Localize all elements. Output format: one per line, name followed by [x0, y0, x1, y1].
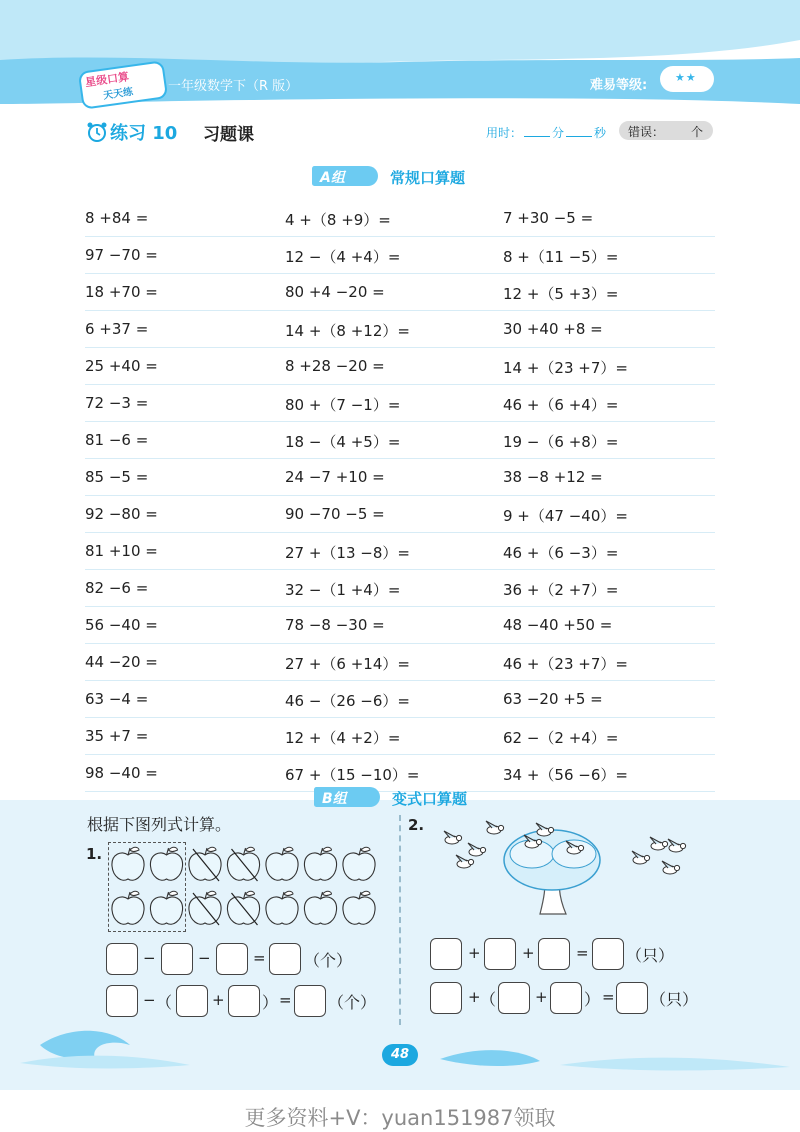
q1-equation-2 — [106, 985, 376, 1019]
logo-title: 星级口算 — [84, 70, 130, 90]
group-b-badge-text: B组 — [322, 791, 347, 807]
math-problem: 35 +7 = — [85, 727, 149, 745]
math-problem: 7 +30 −5 = — [503, 209, 594, 227]
answer-box[interactable] — [430, 938, 462, 970]
errors-field[interactable] — [619, 121, 713, 140]
math-problem: 18 −（4 +5）= — [285, 433, 401, 451]
apple-icon — [304, 891, 336, 924]
plus-sign: + — [535, 988, 548, 1006]
math-problem: 24 −7 +10 = — [285, 468, 385, 486]
math-problem: 12 +（5 +3）= — [503, 285, 619, 303]
apple-icon — [112, 847, 144, 880]
math-problem: 19 −（6 +8）= — [503, 433, 619, 451]
open-paren: （ — [156, 993, 173, 1012]
group-a-heading: 常规口算题 — [390, 169, 466, 187]
plus-sign: + — [212, 991, 225, 1009]
math-problem: 46 +（23 +7）= — [503, 655, 628, 673]
math-problem: 92 −80 = — [85, 505, 158, 523]
bird-icon — [662, 861, 680, 874]
math-problem: 34 +（56 −6）= — [503, 766, 628, 784]
math-problem: 12 +（4 +2）= — [285, 729, 401, 747]
unit-label: （只） — [626, 946, 675, 965]
group-a-badge-text: A组 — [320, 170, 345, 186]
bird-icon — [632, 851, 650, 864]
problem-row — [85, 348, 715, 385]
math-problem: 63 −20 +5 = — [503, 690, 603, 708]
answer-box[interactable] — [228, 985, 260, 1017]
answer-box[interactable] — [106, 985, 138, 1017]
time-prefix: 用时： — [486, 126, 523, 140]
group-b-badge — [314, 787, 380, 807]
math-problem: 27 +（6 +14）= — [285, 655, 410, 673]
bird-icon — [456, 855, 474, 868]
group-a-title — [312, 166, 492, 188]
group-b-title — [314, 787, 494, 809]
apple-icon — [266, 891, 298, 924]
bird-icon — [444, 831, 462, 844]
answer-box[interactable] — [176, 985, 208, 1017]
plus-sign: + — [522, 944, 535, 962]
math-problem: 27 +（13 −8）= — [285, 544, 410, 562]
apple-icon — [304, 847, 336, 880]
answer-box[interactable] — [498, 982, 530, 1014]
book-title: 一年级数学下（R 版） — [168, 79, 299, 94]
math-problem: 67 +（15 −10）= — [285, 766, 420, 784]
answer-box[interactable] — [550, 982, 582, 1014]
answer-box[interactable] — [161, 943, 193, 975]
problem-row — [85, 385, 715, 422]
group-b-instruction: 根据下图列式计算。 — [87, 815, 232, 834]
close-paren: ） — [262, 993, 279, 1012]
answer-box[interactable] — [616, 982, 648, 1014]
page-number: 48 — [390, 1047, 410, 1062]
problem-row — [85, 718, 715, 755]
math-problem: 56 −40 = — [85, 616, 158, 634]
problem-row — [85, 607, 715, 644]
math-problem: 8 +28 −20 = — [285, 357, 385, 375]
math-problem: 4 +（8 +9）= — [285, 211, 391, 229]
math-problem: 14 +（23 +7）= — [503, 359, 628, 377]
errors-unit: 个 — [691, 125, 704, 139]
bird-icon — [486, 821, 504, 834]
page-number-badge — [382, 1044, 418, 1066]
math-problem: 46 +（6 +4）= — [503, 396, 619, 414]
unit-label: （个） — [328, 993, 377, 1012]
answer-box[interactable] — [484, 938, 516, 970]
open-paren: （ — [480, 990, 497, 1009]
minus-sign: − — [143, 949, 156, 967]
math-problem: 46 −（26 −6）= — [285, 692, 410, 710]
answer-box[interactable] — [430, 982, 462, 1014]
group-a-badge — [312, 166, 378, 186]
apple-icon — [150, 847, 182, 880]
birds-tree-illustration — [432, 818, 692, 918]
alarm-clock-icon — [86, 121, 108, 143]
problem-grid — [85, 200, 715, 792]
math-problem: 62 −（2 +4）= — [503, 729, 619, 747]
math-problem: 12 −（4 +4）= — [285, 248, 401, 266]
unit-label: （只） — [650, 990, 699, 1009]
plus-sign: + — [468, 944, 481, 962]
q2-equation-1 — [430, 938, 690, 972]
math-problem: 9 +（47 −40）= — [503, 507, 628, 525]
difficulty-stars: ★★ — [675, 71, 697, 84]
unit-label: （个） — [304, 951, 353, 970]
answer-box[interactable] — [294, 985, 326, 1017]
equals-sign: = — [576, 944, 589, 962]
logo-subtitle: 天天练 — [102, 86, 134, 102]
lesson-title: 习题课 — [203, 125, 254, 145]
math-problem: 81 +10 = — [85, 542, 158, 560]
math-problem: 98 −40 = — [85, 764, 158, 782]
bird-icon — [468, 843, 486, 856]
math-problem: 63 −4 = — [85, 690, 149, 708]
math-problem: 32 −（1 +4）= — [285, 581, 401, 599]
math-problem: 38 −8 +12 = — [503, 468, 603, 486]
bird-icon — [668, 839, 686, 852]
answer-box[interactable] — [592, 938, 624, 970]
problem-row — [85, 274, 715, 311]
math-problem: 82 −6 = — [85, 579, 149, 597]
apple-icon — [266, 847, 298, 880]
problem-row — [85, 533, 715, 570]
minus-sign: − — [143, 991, 156, 1009]
question-2-label: 2. — [408, 816, 425, 834]
math-problem: 36 +（2 +7）= — [503, 581, 619, 599]
math-problem: 78 −8 −30 = — [285, 616, 385, 634]
math-problem: 81 −6 = — [85, 431, 149, 449]
answer-box[interactable] — [269, 943, 301, 975]
math-problem: 6 +37 = — [85, 320, 149, 338]
errors-label: 错误： — [628, 125, 665, 139]
problem-row — [85, 570, 715, 607]
problem-row — [85, 644, 715, 681]
equals-sign: = — [253, 949, 266, 967]
minus-sign: − — [198, 949, 211, 967]
apples-illustration — [108, 843, 378, 933]
math-problem: 80 +（7 −1）= — [285, 396, 401, 414]
math-problem: 72 −3 = — [85, 394, 149, 412]
plus-sign: + — [468, 988, 481, 1006]
apple-icon — [343, 847, 375, 880]
math-problem: 25 +40 = — [85, 357, 158, 375]
difficulty-cloud — [660, 66, 714, 92]
answer-box[interactable] — [538, 938, 570, 970]
math-problem: 46 +（6 −3）= — [503, 544, 619, 562]
tree-icon — [504, 830, 600, 914]
problem-row — [85, 311, 715, 348]
equals-sign: = — [279, 991, 292, 1009]
answer-box[interactable] — [216, 943, 248, 975]
math-problem: 48 −40 +50 = — [503, 616, 613, 634]
seconds-blank[interactable] — [566, 126, 592, 137]
math-problem: 14 +（8 +12）= — [285, 322, 410, 340]
group-b-heading: 变式口算题 — [392, 790, 468, 808]
q2-equation-2 — [430, 982, 700, 1016]
math-problem: 80 +4 −20 = — [285, 283, 385, 301]
equals-sign: = — [602, 988, 615, 1006]
close-paren: ） — [584, 990, 601, 1009]
apple-icon — [150, 891, 182, 924]
math-problem: 8 +84 = — [85, 209, 149, 227]
problem-row — [85, 459, 715, 496]
problem-row — [85, 496, 715, 533]
math-problem: 8 +（11 −5）= — [503, 248, 619, 266]
math-problem: 90 −70 −5 = — [285, 505, 385, 523]
math-problem: 85 −5 = — [85, 468, 149, 486]
minutes-blank[interactable] — [524, 126, 550, 137]
question-1-label: 1. — [86, 845, 103, 863]
problem-row — [85, 422, 715, 459]
problem-row — [85, 200, 715, 237]
bird-icon — [650, 837, 668, 850]
answer-box[interactable] — [106, 943, 138, 975]
time-spent — [486, 124, 606, 141]
problem-row — [85, 237, 715, 274]
seconds-unit: 秒 — [594, 126, 607, 140]
difficulty-label: 难易等级: — [590, 78, 648, 93]
math-problem: 18 +70 = — [85, 283, 158, 301]
apple-icon — [112, 891, 144, 924]
math-problem: 44 −20 = — [85, 653, 158, 671]
problem-row — [85, 681, 715, 718]
math-problem: 97 −70 = — [85, 246, 158, 264]
q1-equation-1 — [106, 943, 366, 977]
footer-note: 更多资料+V：yuan151987领取 — [244, 1106, 556, 1130]
column-divider — [399, 815, 401, 1025]
apple-icon — [343, 891, 375, 924]
lesson-number: 练习 10 — [110, 123, 178, 144]
minutes-unit: 分 — [552, 126, 565, 140]
math-problem: 30 +40 +8 = — [503, 320, 603, 338]
